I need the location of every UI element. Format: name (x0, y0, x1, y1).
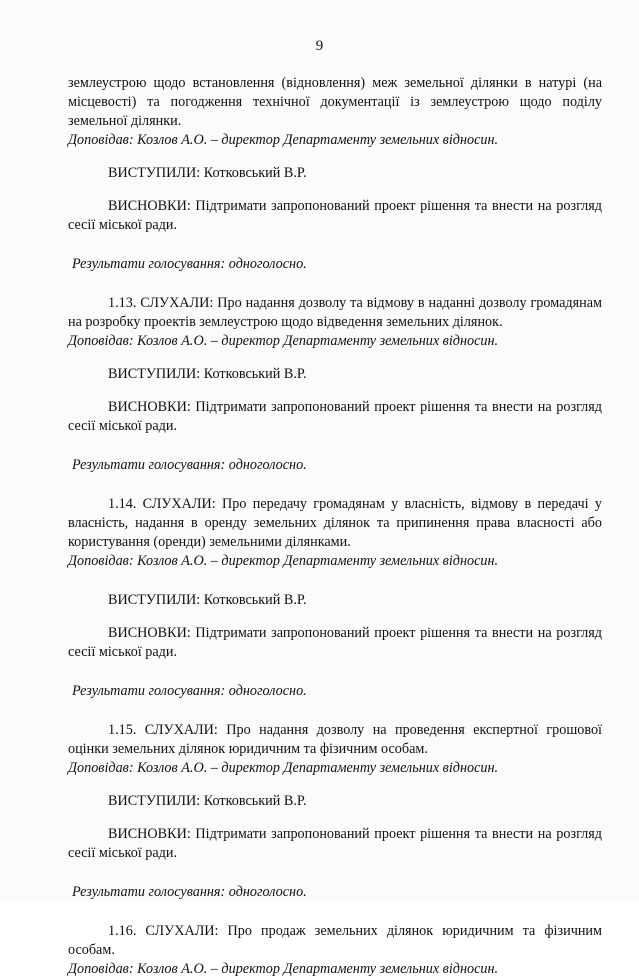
item-1-14-vysnovky: ВИСНОВКИ: Підтримати запропонований проект рішення та внести на розгляд сесії міської ради. (68, 625, 602, 660)
item-1-16-speaker: Доповідав: Козлов А.О. – директор Департаменту земельних відносин. (68, 961, 499, 977)
item-1-15-vysnovky: ВИСНОВКИ: Підтримати запропонований проект рішення та внести на розгляд сесії міської ради. (68, 826, 602, 861)
page-content (68, 74, 602, 979)
item-1-13-vystupyly: ВИСТУПИЛИ: Котковський В.Р. (108, 366, 307, 382)
item-1-15-sluhaly: 1.15. СЛУХАЛИ: Про надання дозволу на проведення експертної грошової оцінки земельних ділянок юридичним та фізичним особам. (68, 722, 602, 757)
item-1-14-vote: Результати голосування: одноголосно. (72, 683, 307, 699)
item-1-14-vystupyly: ВИСТУПИЛИ: Котковський В.Р. (108, 592, 307, 608)
item-1-16-sluhaly: 1.16. СЛУХАЛИ: Про продаж земельних ділянок юридичним та фізичним особам. (68, 923, 602, 958)
intro-speaker: Доповідав: Козлов А.О. – директор Департаменту земельних відносин. (68, 132, 499, 148)
page-number: 9 (315, 38, 324, 54)
item-1-14-sluhaly: 1.14. СЛУХАЛИ: Про передачу громадянам у власність, відмову в передачі у власність, надання в оренду земельних ділянок та припинення права власності або користування (оренди) земельними ділянками. (68, 496, 602, 550)
intro-text: землеустрою щодо встановлення (відновлення) меж земельної ділянки в натурі (на місцевості) та погодження технічної документації із землеустрою щодо поділу земельної ділянки. (68, 75, 602, 129)
intro-vystupyly: ВИСТУПИЛИ: Котковський В.Р. (108, 165, 307, 181)
item-1-15-vystupyly: ВИСТУПИЛИ: Котковський В.Р. (108, 793, 307, 809)
item-1-13-sluhaly: 1.13. СЛУХАЛИ: Про надання дозволу та відмову в наданні дозволу громадянам на розробку проектів землеустрою щодо відведення земельних ділянок. (68, 295, 602, 330)
item-1-13-vysnovky: ВИСНОВКИ: Підтримати запропонований проект рішення та внести на розгляд сесії міської ради. (68, 399, 602, 434)
item-1-13-vote: Результати голосування: одноголосно. (72, 457, 307, 473)
item-1-15-vote: Результати голосування: одноголосно. (72, 884, 307, 900)
intro-vote: Результати голосування: одноголосно. (72, 256, 307, 272)
item-1-14-speaker: Доповідав: Козлов А.О. – директор Департаменту земельних відносин. (68, 553, 499, 569)
intro-vysnovky: ВИСНОВКИ: Підтримати запропонований проект рішення та внести на розгляд сесії міської ради. (68, 198, 602, 233)
item-1-15-speaker: Доповідав: Козлов А.О. – директор Департаменту земельних відносин. (68, 760, 499, 776)
item-1-13-speaker: Доповідав: Козлов А.О. – директор Департаменту земельних відносин. (68, 333, 499, 349)
